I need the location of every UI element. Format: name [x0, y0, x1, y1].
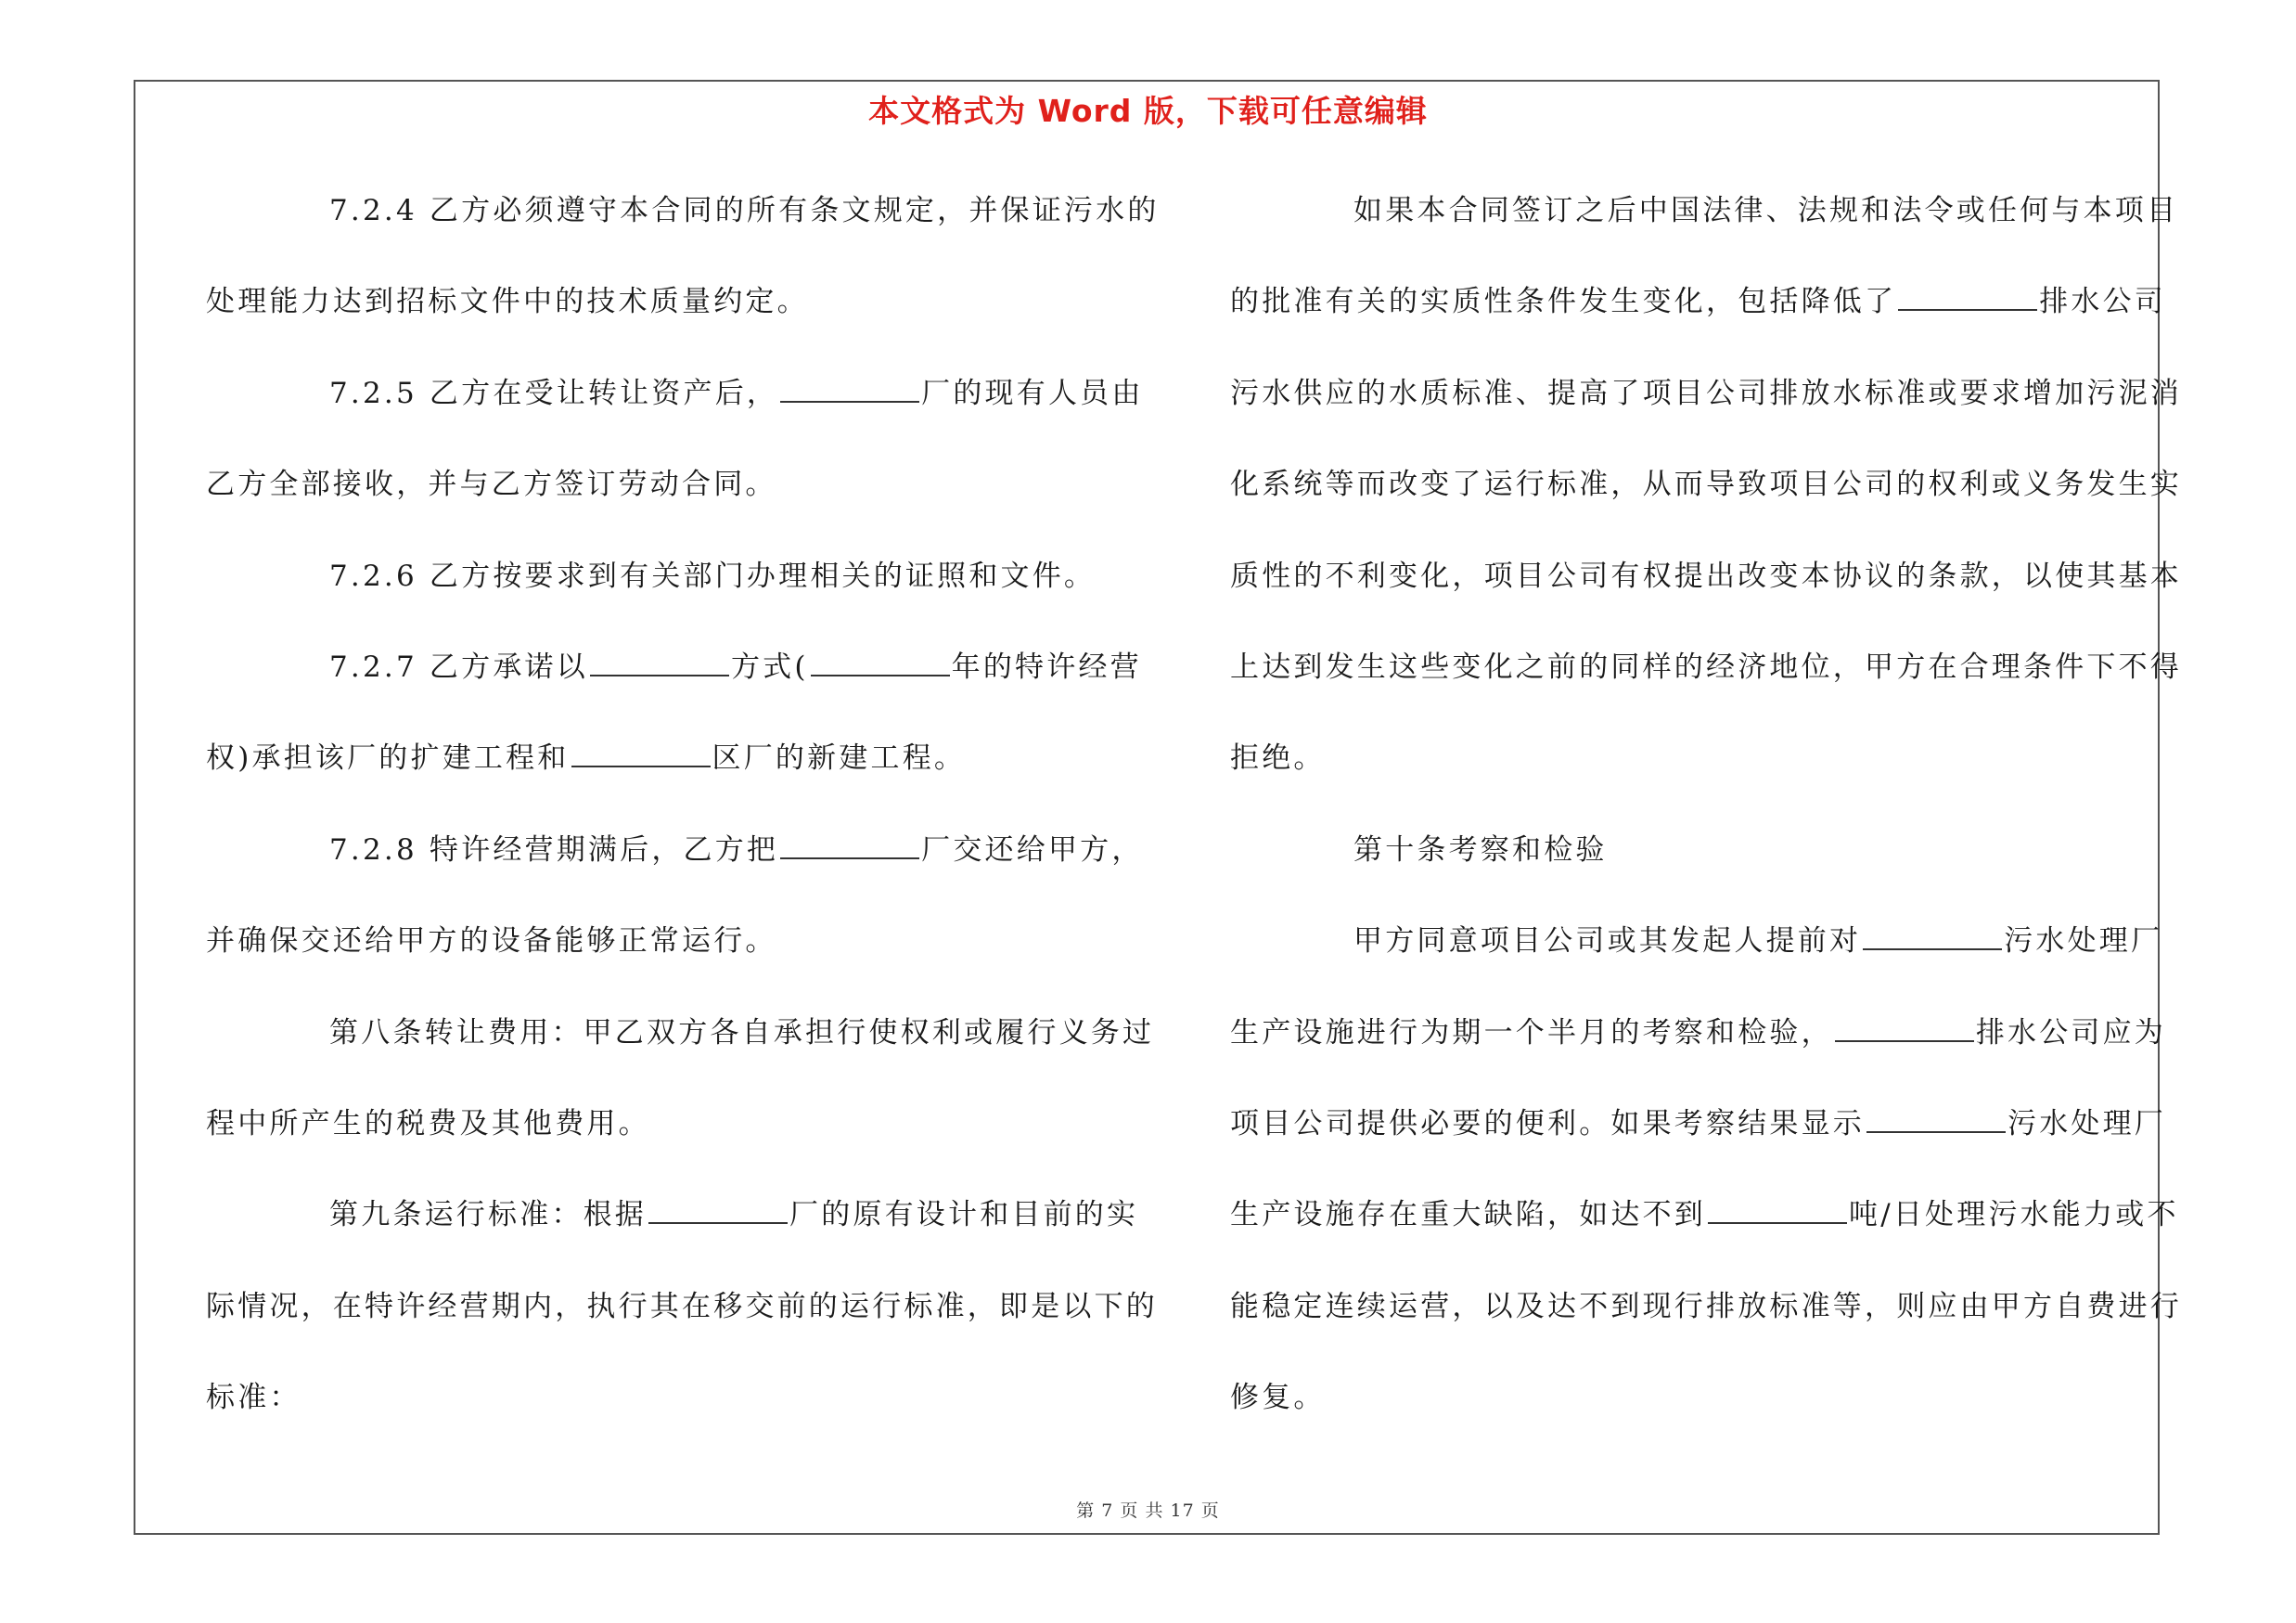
- text-line: [206, 1095, 1129, 1186]
- text-segment: 厂交还给甲方，: [921, 832, 1144, 867]
- text-segment: 吨/日处理污水能力或不: [1849, 1198, 2179, 1232]
- text-segment: 甲方同意项目公司或其发起人提前对: [1353, 924, 1862, 959]
- text-segment: 化系统等而改变了运行标准，从而导致项目公司的权利或义务发生实: [1230, 468, 2182, 502]
- text-line: [1230, 912, 2163, 1003]
- text-line: [206, 273, 1129, 364]
- text-segment: 污水处理厂: [2004, 924, 2163, 959]
- fill-in-blank: [780, 373, 919, 403]
- text-segment: 7.2.5 乙方在受让转让资产后，: [329, 376, 779, 410]
- text-segment: 厂的现有人员由: [921, 376, 1144, 410]
- fill-in-blank: [1708, 1194, 1847, 1224]
- text-line: [206, 547, 1129, 638]
- text-segment: 能稳定连续运营，以及达不到现行排放标准等，则应由甲方自费进行: [1230, 1289, 2182, 1323]
- text-segment: 拒绝。: [1230, 741, 1326, 776]
- text-segment: 第九条运行标准：根据: [329, 1198, 647, 1232]
- text-segment: 上达到发生这些变化之前的同样的经济地位，甲方在合理条件下不得: [1230, 650, 2182, 684]
- fill-in-blank: [1898, 281, 2037, 311]
- fill-in-blank: [780, 830, 919, 859]
- text-line: [1230, 729, 2153, 820]
- text-segment: 7.2.6 乙方按要求到有关部门办理相关的证照和文件。: [329, 559, 1097, 593]
- text-line: [206, 638, 1142, 729]
- text-segment: 乙方全部接收，并与乙方签订劳动合同。: [206, 468, 777, 502]
- fill-in-blank: [1835, 1012, 1974, 1042]
- fill-in-blank: [648, 1194, 788, 1224]
- text-line: [1230, 182, 2179, 273]
- right-column: [1230, 182, 2182, 1460]
- text-line: [206, 365, 1144, 456]
- text-segment: 方式(: [730, 650, 809, 684]
- text-segment: 质性的不利变化，项目公司有权提出改变本协议的条款，以使其基本: [1230, 559, 2182, 593]
- text-segment: 污水处理厂: [2007, 1106, 2166, 1140]
- text-line: [206, 182, 1160, 273]
- format-banner: 本文格式为 Word 版，下载可任意编辑: [868, 93, 1428, 129]
- fill-in-blank: [1866, 1103, 2006, 1133]
- text-line: [1230, 1004, 2167, 1095]
- text-segment: 生产设施存在重大缺陷，如达不到: [1230, 1198, 1706, 1232]
- text-segment: 厂的原有设计和目前的实: [789, 1198, 1139, 1232]
- text-segment: 的批准有关的实质性条件发生变化，包括降低了: [1230, 285, 1897, 319]
- fill-in-blank: [571, 738, 711, 767]
- text-line: [1230, 638, 2182, 729]
- text-segment: 年的特许经营: [951, 650, 1142, 684]
- text-line: [206, 912, 1129, 1003]
- text-segment: 项目公司提供必要的便利。如果考察结果显示: [1230, 1106, 1865, 1140]
- text-segment: 排水公司: [2039, 285, 2167, 319]
- text-segment: 生产设施进行为期一个半月的考察和检验，: [1230, 1015, 1833, 1050]
- text-line: [206, 729, 1129, 820]
- text-line: [206, 821, 1144, 912]
- text-line: [1230, 456, 2182, 547]
- fill-in-blank: [811, 647, 950, 676]
- text-segment: 污水供应的水质标准、提高了项目公司排放水标准或要求增加污泥消: [1230, 376, 2182, 410]
- text-line: [206, 1369, 1129, 1460]
- text-line: [206, 1186, 1139, 1277]
- text-segment: 标准：: [206, 1381, 301, 1415]
- text-segment: 际情况，在特许经营期内，执行其在移交前的运行标准，即是以下的: [206, 1289, 1158, 1323]
- text-segment: 修复。: [1230, 1381, 1326, 1415]
- text-line: [1230, 821, 2153, 912]
- text-line: [206, 1278, 1158, 1369]
- text-segment: 第八条转让费用：甲乙双方各自承担行使权利或履行义务过: [329, 1015, 1155, 1050]
- text-segment: 第十条考察和检验: [1353, 832, 1608, 867]
- left-column: [206, 182, 1160, 1460]
- text-segment: 7.2.8 特许经营期满后，乙方把: [329, 832, 779, 867]
- text-line: [1230, 547, 2182, 638]
- text-line: [1230, 365, 2182, 456]
- text-segment: 处理能力达到招标文件中的技术质量约定。: [206, 285, 809, 319]
- text-segment: 程中所产生的税费及其他费用。: [206, 1106, 650, 1140]
- text-line: [1230, 1186, 2179, 1277]
- text-line: [1230, 1278, 2182, 1369]
- fill-in-blank: [590, 647, 729, 676]
- page-footer: 第 7 页 共 17 页: [1076, 1501, 1220, 1521]
- text-segment: 7.2.4 乙方必须遵守本合同的所有条文规定，并保证污水的: [329, 194, 1160, 227]
- text-segment: 区厂的新建工程。: [712, 741, 967, 776]
- text-line: [1230, 273, 2167, 364]
- fill-in-blank: [1863, 921, 2002, 950]
- text-line: [206, 456, 1129, 547]
- text-line: [1230, 1369, 2153, 1460]
- text-segment: 权)承担该厂的扩建工程和: [206, 741, 570, 776]
- text-segment: 并确保交还给甲方的设备能够正常运行。: [206, 924, 777, 959]
- text-line: [206, 1004, 1155, 1095]
- text-segment: 7.2.7 乙方承诺以: [329, 650, 588, 684]
- text-segment: 排水公司应为: [1975, 1015, 2167, 1050]
- text-line: [1230, 1095, 2166, 1186]
- text-segment: 如果本合同签订之后中国法律、法规和法令或任何与本项目: [1353, 194, 2179, 227]
